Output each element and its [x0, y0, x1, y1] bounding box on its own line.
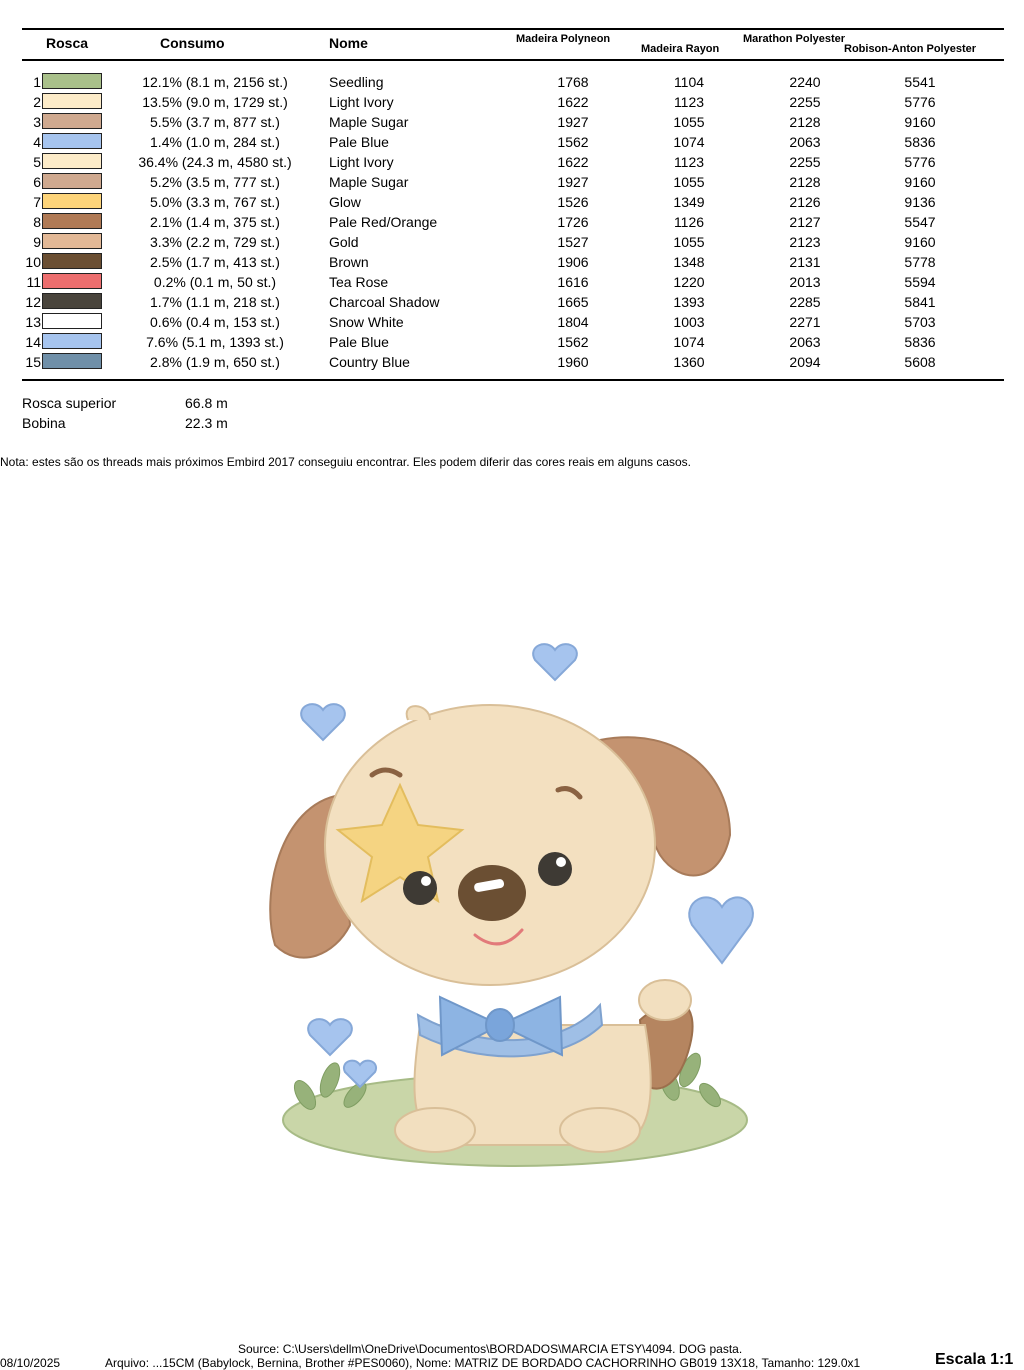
- madeira-polyneon-code: 1665: [557, 294, 589, 310]
- robison-anton-code: 5608: [904, 354, 936, 370]
- thread-color-swatch: [42, 333, 102, 349]
- marathon-polyester-code: 2271: [789, 314, 821, 330]
- madeira-rayon-code: 1104: [673, 74, 705, 90]
- table-bottom-rule: [22, 379, 1004, 381]
- thread-number: 15: [25, 354, 41, 370]
- madeira-rayon-code: 1393: [673, 294, 705, 310]
- thread-number: 2: [33, 94, 41, 110]
- thread-name: Pale Blue: [329, 134, 389, 150]
- madeira-rayon-code: 1123: [673, 94, 705, 110]
- thread-table: [0, 72, 1024, 372]
- header-robison-anton: Robison-Anton Polyester: [844, 43, 977, 55]
- thread-number: 13: [25, 314, 41, 330]
- madeira-polyneon-code: 1562: [557, 334, 589, 350]
- robison-anton-code: 5841: [904, 294, 936, 310]
- marathon-polyester-code: 2131: [789, 254, 821, 270]
- madeira-polyneon-code: 1804: [557, 314, 589, 330]
- bobina-label: Bobina: [22, 415, 66, 431]
- thread-color-swatch: [42, 93, 102, 109]
- table-top-rule: [22, 28, 1004, 30]
- marathon-polyester-code: 2128: [789, 114, 821, 130]
- robison-anton-code: 5836: [904, 334, 936, 350]
- thread-consumo: 2.5% (1.7 m, 413 st.): [150, 254, 280, 270]
- thread-name: Tea Rose: [329, 274, 389, 290]
- table-row: [0, 152, 1024, 172]
- thread-consumo: 7.6% (5.1 m, 1393 st.): [146, 334, 284, 350]
- thread-color-swatch: [42, 233, 102, 249]
- thread-consumo: 12.1% (8.1 m, 2156 st.): [142, 74, 288, 90]
- table-row: [0, 352, 1024, 372]
- robison-anton-code: 5778: [904, 254, 936, 270]
- table-row: [0, 132, 1024, 152]
- thread-name: Pale Blue: [329, 334, 389, 350]
- header-madeira-rayon: Madeira Rayon: [641, 43, 720, 55]
- thread-name: Light Ivory: [329, 154, 394, 170]
- madeira-rayon-code: 1126: [673, 214, 705, 230]
- table-row: [0, 312, 1024, 332]
- robison-anton-code: 5703: [904, 314, 936, 330]
- header-madeira-polyneon: Madeira Polyneon: [516, 33, 611, 45]
- madeira-rayon-code: 1074: [673, 134, 705, 150]
- madeira-polyneon-code: 1927: [557, 114, 589, 130]
- marathon-polyester-code: 2126: [789, 194, 821, 210]
- thread-color-swatch: [42, 113, 102, 129]
- thread-consumo: 0.2% (0.1 m, 50 st.): [153, 274, 277, 290]
- thread-number: 8: [33, 214, 41, 230]
- thread-consumo: 5.0% (3.3 m, 767 st.): [150, 194, 280, 210]
- thread-name: Glow: [329, 194, 361, 210]
- embroidery-puppy-illustration: [260, 625, 770, 1195]
- footer-date: 08/10/2025: [0, 1356, 61, 1370]
- thread-number: 12: [25, 294, 41, 310]
- madeira-rayon-code: 1348: [673, 254, 705, 270]
- madeira-polyneon-code: 1622: [557, 94, 589, 110]
- table-row: [0, 292, 1024, 312]
- thread-color-swatch: [42, 193, 102, 209]
- footer-escala: Escala 1:1: [935, 1351, 1014, 1368]
- robison-anton-code: 5776: [904, 154, 936, 170]
- thread-color-swatch: [42, 293, 102, 309]
- table-row: [0, 72, 1024, 92]
- madeira-polyneon-code: 1526: [557, 194, 589, 210]
- thread-number: 14: [25, 334, 41, 350]
- footer-arquivo: Arquivo: ...15CM (Babylock, Bernina, Brother #PES0060), Nome: MATRIZ DE BORDADO CACHORRINHO GB019 13X18, Tamanho: 129.0x1: [105, 1356, 861, 1370]
- thread-number: 1: [33, 74, 41, 90]
- thread-name: Brown: [329, 254, 369, 270]
- header-rosca: Rosca: [46, 35, 89, 51]
- thread-color-swatch: [42, 173, 102, 189]
- table-row: [0, 332, 1024, 352]
- madeira-polyneon-code: 1906: [557, 254, 589, 270]
- footer-source: Source: C:\Users\dellm\OneDrive\Documentos\BORDADOS\MARCIA ETSY\4094. DOG pasta.: [238, 1342, 743, 1356]
- thread-name: Snow White: [329, 314, 404, 330]
- madeira-rayon-code: 1055: [673, 114, 705, 130]
- thread-number: 3: [33, 114, 41, 130]
- marathon-polyester-code: 2063: [789, 134, 821, 150]
- thread-consumo: 1.4% (1.0 m, 284 st.): [150, 134, 280, 150]
- rosca-superior-label: Rosca superior: [22, 395, 117, 411]
- madeira-rayon-code: 1220: [673, 274, 705, 290]
- header-consumo: Consumo: [160, 35, 225, 51]
- thread-color-swatch: [42, 133, 102, 149]
- thread-number: 6: [33, 174, 41, 190]
- robison-anton-code: 9160: [904, 114, 936, 130]
- madeira-rayon-code: 1074: [673, 334, 705, 350]
- marathon-polyester-code: 2094: [789, 354, 821, 370]
- madeira-polyneon-code: 1927: [557, 174, 589, 190]
- thread-color-swatch: [42, 353, 102, 369]
- thread-number: 11: [26, 274, 41, 290]
- thread-number: 10: [25, 254, 41, 270]
- table-header-rule: [22, 59, 1004, 61]
- marathon-polyester-code: 2123: [789, 234, 821, 250]
- madeira-polyneon-code: 1616: [557, 274, 589, 290]
- thread-color-swatch: [42, 153, 102, 169]
- thread-number: 7: [33, 194, 41, 210]
- table-row: [0, 172, 1024, 192]
- marathon-polyester-code: 2255: [789, 154, 821, 170]
- madeira-polyneon-code: 1768: [557, 74, 589, 90]
- marathon-polyester-code: 2240: [789, 74, 821, 90]
- madeira-polyneon-code: 1622: [557, 154, 589, 170]
- thread-consumo: 5.2% (3.5 m, 777 st.): [150, 174, 280, 190]
- marathon-polyester-code: 2128: [789, 174, 821, 190]
- thread-name: Light Ivory: [329, 94, 394, 110]
- robison-anton-code: 9160: [904, 234, 936, 250]
- thread-name: Country Blue: [329, 354, 410, 370]
- thread-color-swatch: [42, 313, 102, 329]
- table-row: [0, 272, 1024, 292]
- header-marathon-polyester: Marathon Polyester: [743, 33, 846, 45]
- marathon-polyester-code: 2013: [789, 274, 821, 290]
- madeira-rayon-code: 1055: [673, 234, 705, 250]
- header-nome: Nome: [329, 35, 368, 51]
- thread-color-swatch: [42, 213, 102, 229]
- robison-anton-code: 5594: [904, 274, 936, 290]
- madeira-rayon-code: 1360: [673, 354, 705, 370]
- robison-anton-code: 5547: [904, 214, 936, 230]
- marathon-polyester-code: 2127: [789, 214, 821, 230]
- madeira-rayon-code: 1349: [673, 194, 705, 210]
- madeira-rayon-code: 1003: [673, 314, 705, 330]
- table-row: [0, 92, 1024, 112]
- table-row: [0, 212, 1024, 232]
- table-row: [0, 192, 1024, 212]
- marathon-polyester-code: 2255: [789, 94, 821, 110]
- thread-consumo: 13.5% (9.0 m, 1729 st.): [142, 94, 288, 110]
- robison-anton-code: 9136: [904, 194, 936, 210]
- bobina-value: 22.3 m: [185, 415, 228, 431]
- marathon-polyester-code: 2285: [789, 294, 821, 310]
- thread-name: Pale Red/Orange: [329, 214, 438, 230]
- thread-consumo: 1.7% (1.1 m, 218 st.): [150, 294, 280, 310]
- table-row: [0, 112, 1024, 132]
- robison-anton-code: 9160: [904, 174, 936, 190]
- thread-name: Charcoal Shadow: [329, 294, 440, 310]
- robison-anton-code: 5541: [904, 74, 936, 90]
- thread-number: 4: [33, 134, 41, 150]
- marathon-polyester-code: 2063: [789, 334, 821, 350]
- table-row: [0, 252, 1024, 272]
- madeira-rayon-code: 1055: [673, 174, 705, 190]
- madeira-polyneon-code: 1527: [557, 234, 589, 250]
- thread-name: Maple Sugar: [329, 114, 409, 130]
- madeira-polyneon-code: 1960: [557, 354, 589, 370]
- thread-consumo: 2.8% (1.9 m, 650 st.): [150, 354, 280, 370]
- madeira-polyneon-code: 1562: [557, 134, 589, 150]
- thread-color-swatch: [42, 73, 102, 89]
- robison-anton-code: 5776: [904, 94, 936, 110]
- thread-number: 5: [33, 154, 41, 170]
- thread-consumo: 5.5% (3.7 m, 877 st.): [150, 114, 280, 130]
- thread-name: Maple Sugar: [329, 174, 409, 190]
- thread-consumo: 3.3% (2.2 m, 729 st.): [150, 234, 280, 250]
- rosca-superior-value: 66.8 m: [185, 395, 228, 411]
- thread-consumo: 2.1% (1.4 m, 375 st.): [150, 214, 280, 230]
- robison-anton-code: 5836: [904, 134, 936, 150]
- table-row: [0, 232, 1024, 252]
- thread-consumo: 0.6% (0.4 m, 153 st.): [150, 314, 280, 330]
- thread-number: 9: [33, 234, 41, 250]
- thread-consumo: 36.4% (24.3 m, 4580 st.): [138, 154, 292, 170]
- madeira-rayon-code: 1123: [673, 154, 705, 170]
- thread-color-swatch: [42, 273, 102, 289]
- thread-note: Nota: estes são os threads mais próximos Embird 2017 conseguiu encontrar. Eles podem diferir das cores reais em alguns casos.: [0, 455, 692, 469]
- thread-name: Seedling: [329, 74, 384, 90]
- thread-color-swatch: [42, 253, 102, 269]
- madeira-polyneon-code: 1726: [557, 214, 589, 230]
- thread-name: Gold: [329, 234, 359, 250]
